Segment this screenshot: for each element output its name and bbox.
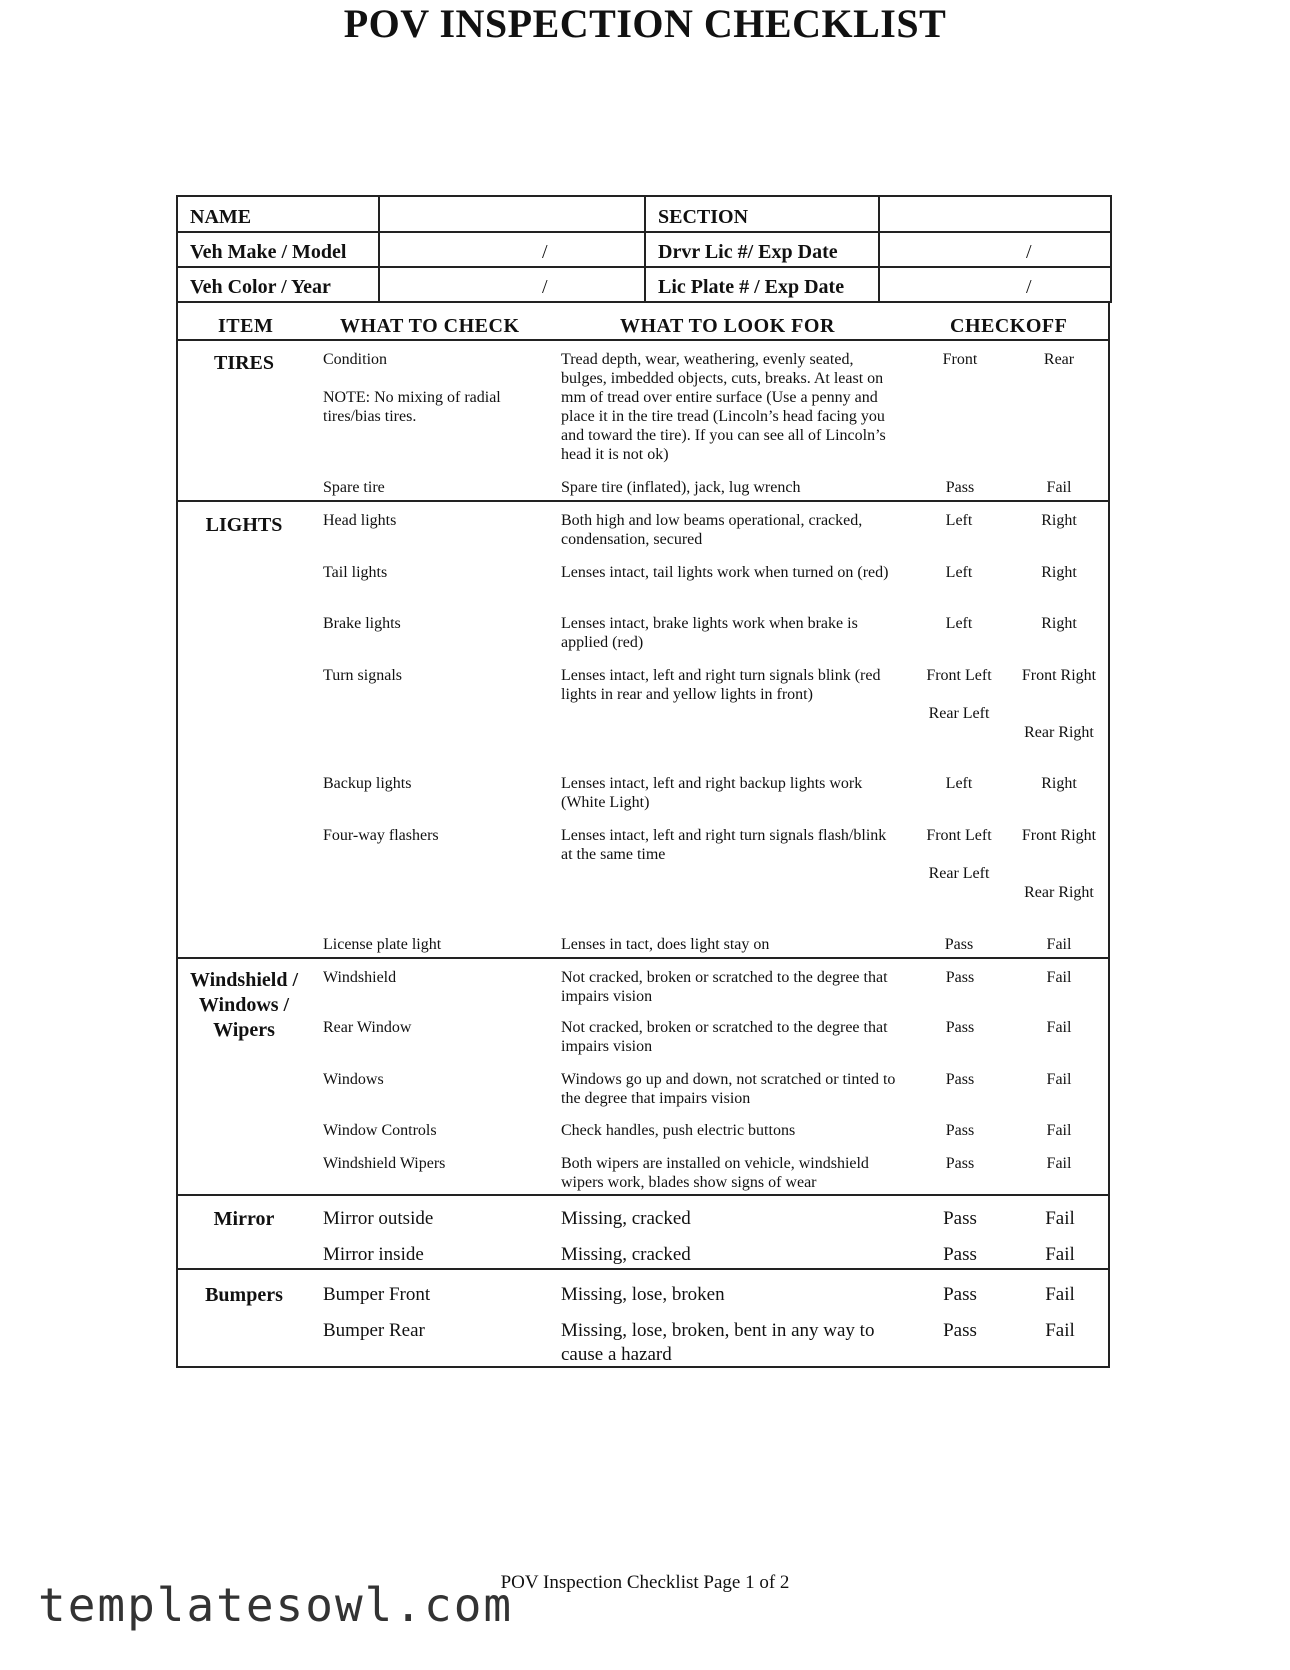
item-bumpers: Bumpers: [205, 1284, 283, 1306]
check-bumper-rear: Bumper Rear: [323, 1320, 425, 1341]
checkoff-backup-right[interactable]: Right: [1041, 775, 1077, 792]
col-what-to-look-for: WHAT TO LOOK FOR: [620, 315, 835, 337]
make-model-label: Veh Make / Model: [190, 241, 347, 263]
checkoff-turn-front-right[interactable]: Front Right: [1021, 667, 1097, 684]
checkoff-mirror-outside-pass[interactable]: Pass: [943, 1208, 977, 1229]
checkoff-plate-pass[interactable]: Pass: [944, 936, 974, 953]
checkoff-spare-pass[interactable]: Pass: [945, 479, 975, 496]
col-item: ITEM: [218, 315, 274, 337]
mirror-outside-desc: Missing, cracked: [561, 1208, 691, 1229]
bumper-rear-desc: Missing, lose, broken, bent in any way to cause a hazard: [561, 1320, 875, 1365]
check-windows: Windows: [323, 1071, 384, 1088]
checkoff-flasher-rear-right[interactable]: Rear Right: [1024, 884, 1094, 901]
condition-desc: Tread depth, wear, weathering, evenly seated, bulges, imbedded objects, cuts, breaks. At least on mm of tread over entire surface (Use a penny and place it in the tire tread (Lincoln’s head facing you and toward the tire). If you can see all of Lincoln’s head it is not ok): [561, 351, 886, 463]
check-brake-lights: Brake lights: [323, 615, 401, 632]
four-way-desc: Lenses intact, left and right turn signals flash/blink at the same time: [561, 827, 887, 863]
item-mirror: Mirror: [213, 1208, 275, 1230]
checkoff-window-controls-fail[interactable]: Fail: [1046, 1122, 1072, 1139]
checkoff-wipers-pass[interactable]: Pass: [945, 1155, 975, 1172]
item-tires: TIRES: [213, 352, 275, 374]
tail-lights-desc: Lenses intact, tail lights work when turned on (red): [561, 564, 889, 581]
license-field[interactable]: /: [1026, 241, 1032, 263]
check-four-way-flashers: Four-way flashers: [323, 827, 439, 844]
checkoff-wipers-fail[interactable]: Fail: [1046, 1155, 1072, 1172]
check-bumper-front: Bumper Front: [323, 1284, 431, 1305]
checkoff-turn-rear-right[interactable]: Rear Right: [1024, 724, 1094, 741]
backup-lights-desc: Lenses intact, left and right backup lights work (White Light): [561, 775, 863, 811]
checkoff-brake-left[interactable]: Left: [945, 615, 973, 632]
checkoff-plate-fail[interactable]: Fail: [1046, 936, 1072, 953]
checkoff-bumper-front-fail[interactable]: Fail: [1045, 1284, 1075, 1305]
checkoff-windshield-fail[interactable]: Fail: [1046, 969, 1072, 986]
checkoff-bumper-rear-fail[interactable]: Fail: [1045, 1320, 1075, 1341]
check-mirror-inside: Mirror inside: [323, 1244, 424, 1265]
check-turn-signals: Turn signals: [323, 667, 402, 684]
window-controls-desc: Check handles, push electric buttons: [561, 1122, 796, 1139]
checkoff-mirror-outside-fail[interactable]: Fail: [1045, 1208, 1075, 1229]
checkoff-head-right[interactable]: Right: [1041, 512, 1077, 529]
checkoff-tail-right[interactable]: Right: [1041, 564, 1077, 581]
make-model-field[interactable]: /: [542, 241, 548, 263]
check-license-plate-light: License plate light: [323, 936, 442, 953]
spare-desc: Spare tire (inflated), jack, lug wrench: [561, 479, 801, 496]
col-what-to-check: WHAT TO CHECK: [340, 315, 520, 337]
checkoff-turn-front-left[interactable]: Front Left: [926, 667, 992, 684]
checkoff-windshield-pass[interactable]: Pass: [945, 969, 975, 986]
checkoff-rear-window-fail[interactable]: Fail: [1046, 1019, 1072, 1036]
section-field[interactable]: [882, 199, 1106, 229]
check-condition: Condition: [323, 351, 388, 368]
checkoff-mirror-inside-fail[interactable]: Fail: [1045, 1244, 1075, 1265]
checkoff-flasher-front-left[interactable]: Front Left: [926, 827, 992, 844]
checkoff-bumper-rear-pass[interactable]: Pass: [943, 1320, 977, 1341]
checkoff-turn-rear-left[interactable]: Rear Left: [928, 705, 990, 722]
check-windshield: Windshield: [323, 969, 397, 986]
checkoff-tail-left[interactable]: Left: [945, 564, 973, 581]
bumper-front-desc: Missing, lose, broken: [561, 1284, 725, 1305]
color-year-label: Veh Color / Year: [190, 276, 331, 298]
item-windshield: Windshield / Windows / Wipers: [189, 969, 299, 1041]
check-mirror-outside: Mirror outside: [323, 1208, 434, 1229]
name-label: NAME: [190, 206, 252, 228]
checkoff-brake-right[interactable]: Right: [1041, 615, 1077, 632]
checkoff-windows-fail[interactable]: Fail: [1046, 1071, 1072, 1088]
license-plate-light-desc: Lenses in tact, does light stay on: [561, 936, 770, 953]
check-spare-tire: Spare tire: [323, 479, 385, 496]
windows-desc: Windows go up and down, not scratched or tinted to the degree that impairs vision: [561, 1071, 896, 1107]
windshield-desc: Not cracked, broken or scratched to the degree that impairs vision: [561, 969, 888, 1005]
checkoff-rear-window-pass[interactable]: Pass: [945, 1019, 975, 1036]
turn-signals-desc: Lenses intact, left and right turn signals blink (red lights in rear and yellow lights in front): [561, 667, 881, 703]
checkoff-mirror-inside-pass[interactable]: Pass: [943, 1244, 977, 1265]
checkoff-flasher-front-right[interactable]: Front Right: [1021, 827, 1097, 844]
head-lights-desc: Both high and low beams operational, cracked, condensation, secured: [561, 512, 863, 548]
check-tail-lights: Tail lights: [323, 564, 388, 581]
check-head-lights: Head lights: [323, 512, 397, 529]
plate-label: Lic Plate # / Exp Date: [658, 276, 845, 298]
checkoff-windows-pass[interactable]: Pass: [945, 1071, 975, 1088]
mirror-inside-desc: Missing, cracked: [561, 1244, 691, 1265]
col-checkoff: CHECKOFF: [950, 315, 1068, 337]
checkoff-spare-fail[interactable]: Fail: [1046, 479, 1072, 496]
tires-note: NOTE: No mixing of radial tires/bias tires.: [323, 389, 501, 425]
brake-lights-desc: Lenses intact, brake lights work when brake is applied (red): [561, 615, 858, 651]
check-rear-window: Rear Window: [323, 1019, 412, 1036]
watermark-logo: templatesowl.com: [38, 1578, 514, 1632]
check-window-controls: Window Controls: [323, 1122, 437, 1139]
name-field[interactable]: [382, 199, 640, 229]
color-year-field[interactable]: /: [542, 276, 548, 298]
checkoff-rear[interactable]: Rear: [1043, 351, 1075, 368]
page-footer: POV Inspection Checklist Page 1 of 2: [500, 1572, 790, 1593]
page-title: POV INSPECTION CHECKLIST: [343, 1, 947, 46]
checkoff-flasher-rear-left[interactable]: Rear Left: [928, 865, 990, 882]
checkoff-backup-left[interactable]: Left: [945, 775, 973, 792]
license-label: Drvr Lic #/ Exp Date: [658, 241, 838, 263]
section-label: SECTION: [658, 206, 749, 228]
wipers-desc: Both wipers are installed on vehicle, windshield wipers work, blades show signs of wear: [561, 1155, 869, 1191]
checkoff-window-controls-pass[interactable]: Pass: [945, 1122, 975, 1139]
item-lights: LIGHTS: [205, 514, 283, 536]
check-windshield-wipers: Windshield Wipers: [323, 1155, 446, 1172]
checkoff-front[interactable]: Front: [942, 351, 978, 368]
rear-window-desc: Not cracked, broken or scratched to the degree that impairs vision: [561, 1019, 888, 1055]
check-backup-lights: Backup lights: [323, 775, 412, 792]
checkoff-bumper-front-pass[interactable]: Pass: [943, 1284, 977, 1305]
checkoff-head-left[interactable]: Left: [945, 512, 973, 529]
plate-field[interactable]: /: [1026, 276, 1032, 298]
